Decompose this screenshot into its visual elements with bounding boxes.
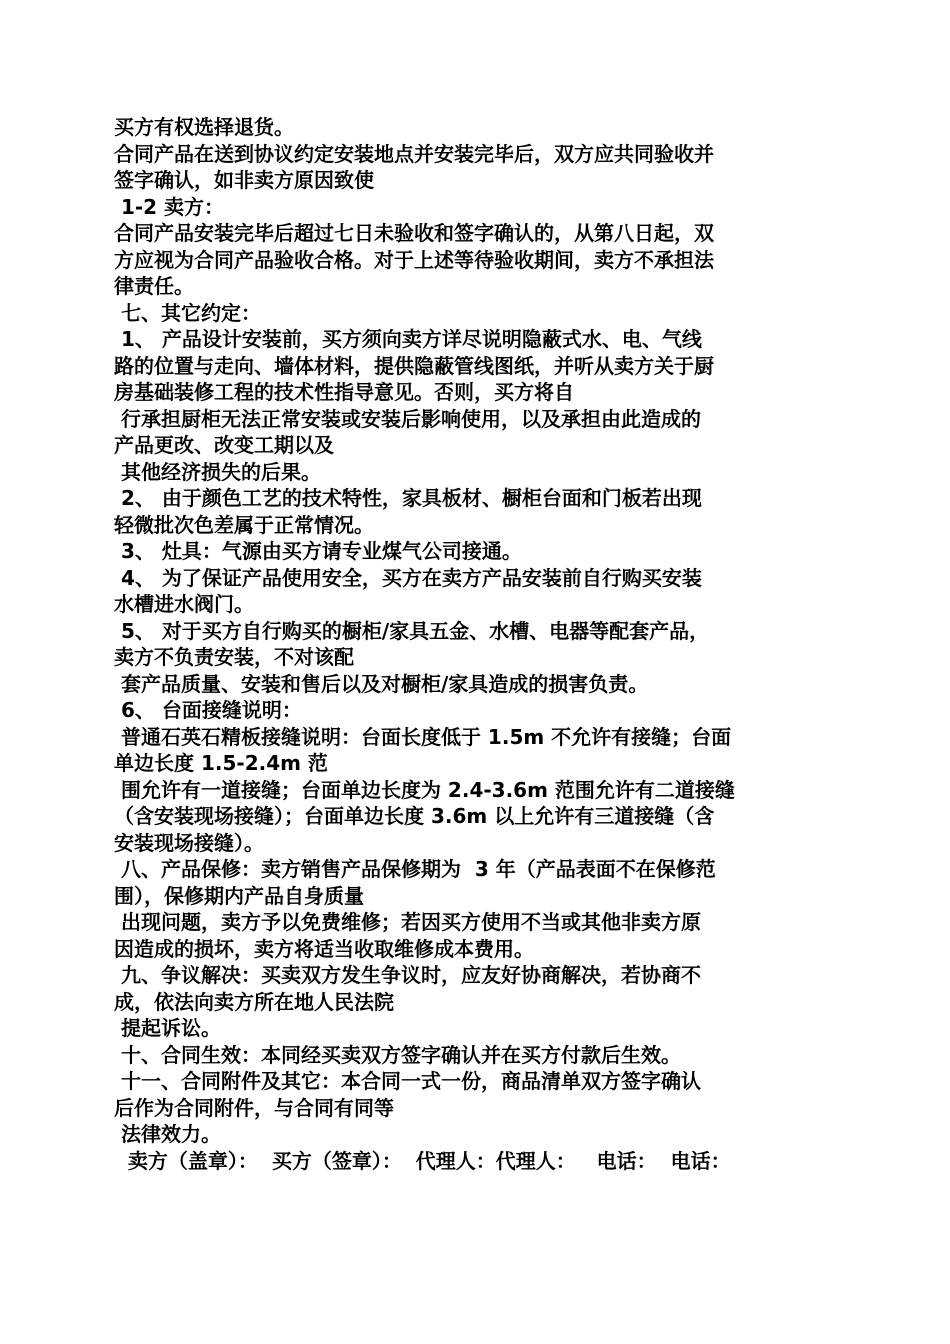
- text-line: 套产品质量、安装和售后以及对橱柜/家具造成的损害负责。: [114, 671, 649, 696]
- text-line: 因造成的损坏，卖方将适当收取维修成本费用。: [114, 936, 534, 961]
- text-line: 水槽进水阀门。: [114, 592, 254, 616]
- text-line: 3、 灶具：气源由买方请专业煤气公司接通。: [114, 539, 522, 563]
- text-line: 律责任。: [114, 274, 194, 298]
- section-heading: 十、合同生效：本同经买卖双方签字确认并在买方付款后生效。: [114, 1042, 681, 1067]
- contract-page: [114, 114, 840, 1174]
- text-line: 买方有权选择退货。: [114, 115, 294, 139]
- text-line: （含安装现场接缝）；台面单边长度 3.6m 以上允许有三道接缝（含: [114, 804, 715, 828]
- text-line: 出现问题，卖方予以免费维修；若因买方使用不当或其他非卖方原: [114, 910, 701, 934]
- signature-line: 卖方（盖章）： 买方（签章）： 代理人：代理人： 电话： 电话：: [114, 1148, 731, 1173]
- text-line: 成，依法向卖方所在地人民法院: [114, 989, 394, 1014]
- section-heading: 九、争议解决：买卖双方发生争议时，应友好协商解决，若协商不: [114, 963, 701, 987]
- text-line: 合同产品在送到协议约定安装地点并安装完毕后，双方应共同验收并: [114, 141, 714, 166]
- text-line: 签字确认，如非卖方原因致使: [114, 168, 374, 192]
- text-line: 后作为合同附件，与合同有同等: [114, 1095, 394, 1120]
- text-line: 轻微批次色差属于正常情况。: [114, 512, 374, 537]
- text-line: 1、 产品设计安装前，买方须向卖方详尽说明隐蔽式水、电、气线: [114, 327, 702, 351]
- text-line: 单边长度 1.5-2.4m 范: [114, 751, 328, 775]
- text-line: 4、 为了保证产品使用安全，买方在卖方产品安装前自行购买安装: [114, 565, 702, 590]
- text-line: 提起诉讼。: [114, 1016, 221, 1040]
- text-line: 行承担厨柜无法正常安装或安装后影响使用，以及承担由此造成的: [114, 406, 701, 431]
- text-line: 法律效力。: [114, 1122, 221, 1146]
- section-heading: 八、产品保修：卖方销售产品保修期为 3 年（产品表面不在保修范: [114, 857, 716, 881]
- section-heading: 七、其它约定：: [114, 300, 261, 325]
- text-line: 围），保修期内产品自身质量: [114, 883, 364, 908]
- text-line: 安装现场接缝）。: [114, 830, 264, 855]
- text-line: 方应视为合同产品验收合格。对于上述等待验收期间，卖方不承担法: [114, 247, 714, 272]
- text-line: 房基础装修工程的技术性指导意见。否则，买方将自: [114, 380, 574, 404]
- text-line: 卖方不负责安装，不对该配: [114, 645, 354, 669]
- text-line: 产品更改、改变工期以及: [114, 433, 334, 457]
- text-line: 围允许有一道接缝；台面单边长度为 2.4-3.6m 范围允许有二道接缝: [114, 777, 735, 802]
- text-line: 合同产品安装完毕后超过七日未验收和签字确认的，从第八日起，双: [114, 221, 714, 245]
- text-line: 2、 由于颜色工艺的技术特性，家具板材、橱柜台面和门板若出现: [114, 486, 702, 510]
- text-line: 路的位置与走向、墙体材料，提供隐蔽管线图纸，并听从卖方关于厨: [114, 353, 714, 378]
- text-line: 其他经济损失的后果。: [114, 459, 321, 484]
- section-heading: 十一、合同附件及其它：本合同一式一份，商品清单双方签字确认: [114, 1069, 701, 1093]
- section-heading: 1-2 卖方：: [114, 194, 225, 219]
- text-line: 5、 对于买方自行购买的橱柜/家具五金、水槽、电器等配套产品，: [114, 618, 710, 643]
- text-line: 6、 台面接缝说明：: [114, 698, 302, 722]
- text-line: 普通石英石精板接缝说明：台面长度低于 1.5m 不允许有接缝；台面: [114, 724, 732, 749]
